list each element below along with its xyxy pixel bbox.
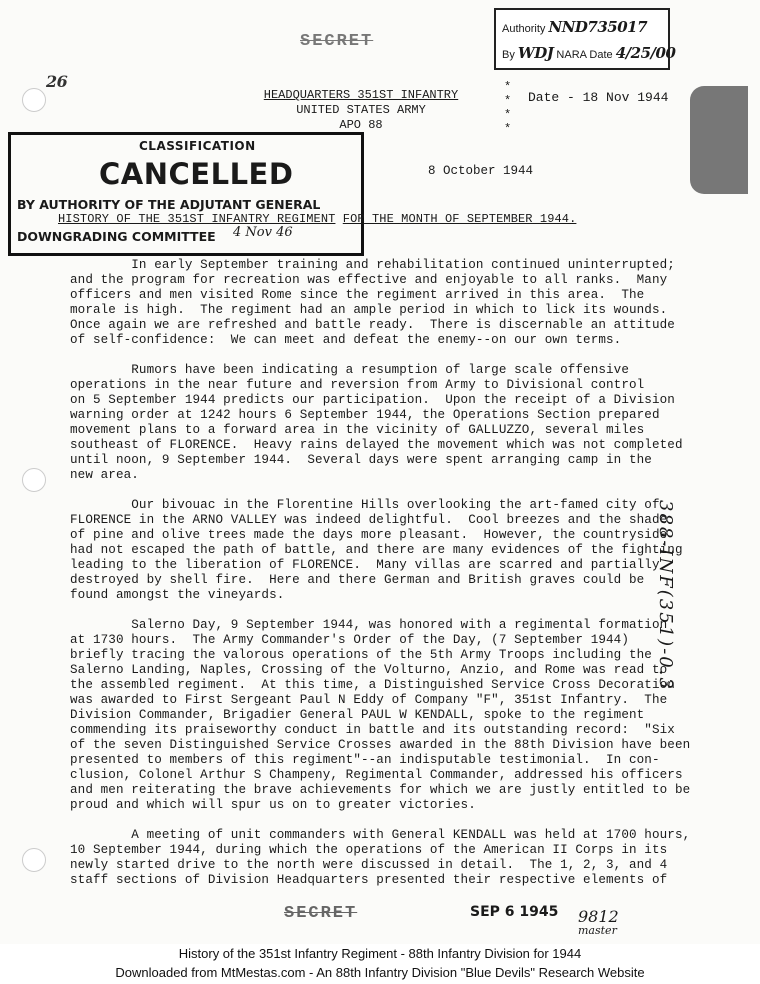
stamp-signature: 4 Nov 46 — [233, 225, 293, 240]
footer-line-1: History of the 351st Infantry Regiment - 88th Infantry Division for 1944 — [178, 946, 582, 961]
letterhead-line-1: HEADQUARTERS 351ST INFANTRY — [263, 88, 459, 102]
history-title — [58, 212, 576, 226]
punch-hole — [22, 848, 46, 872]
document-body — [70, 258, 691, 903]
secret-marking-bottom: SECRET — [284, 904, 358, 923]
paragraph: In early September training and rehabilitation continued uninterrupted; and the program for recreation was effective and enjoyable to all ranks. Many officers and men visited Rome since the regiment arrived in this area. The morale is high. The regiment had an ample period in which to lick its wounds. Once again we are refreshed and battle ready. There is discernable an attitude of self-confidence: We can meet and defeat the enemy--on our own terms. — [70, 258, 675, 347]
paragraph: Our bivouac in the Florentine Hills overlooking the art-famed city of FLORENCE in the ARNO VALLEY was indeed delightful. Cool breezes and the shade of pine and olive trees made the days more pleasant. However, the countryside had not escaped the path of battle, and there are many evidences of the fighting leading to the liberation of FLORENCE. Many villas are scarred and partially destroyed by shell fire. Here and there German and British graves could be found amongst the vineyards. — [70, 498, 683, 602]
asterisk-column: * * * * — [504, 80, 512, 136]
committee-line: DOWNGRADING COMMITTEE — [17, 229, 216, 244]
authority-value: NND735017 — [548, 18, 648, 36]
letter-date: 8 October 1944 — [428, 164, 534, 178]
by-label: By — [502, 49, 515, 61]
by-value: WDJ — [517, 44, 554, 62]
classification-label: CLASSIFICATION — [139, 139, 256, 153]
paragraph: Salerno Day, 9 September 1944, was honored with a regimental formation at 1730 hours. The Army Commander's Order of the Day, (7 September 1944) briefly tracing the valorous operations of the 5th Army Troops including the Salerno Landing, Naples, Crossing of the Volturno, Anzio, and Rome was read to the assembled regiment. At this time, a Distinguished Service Cross Decoration was awarded to First Sergeant Paul N Eddy of Company "F", 351st Infantry. The Division Commander, Brigadier General PAUL W KENDALL, spoke to the regiment commending its praiseworthy conduct in battle and its outstanding record: "Six of the seven Distinguished Service Crosses awarded in the 88th Division have been presented to members of this regiment"--an indisputable testimonial. In con- clusion, Colonel Arthur S Champeny, Regimental Commander, addressed his officers and men reiterating the brave achievements for which we are justly entitled to be proud and which will spur us on to greater victories. — [70, 618, 691, 812]
punch-hole — [22, 468, 46, 492]
authority-line: BY AUTHORITY OF THE ADJUTANT GENERAL — [17, 197, 321, 212]
authority-label: Authority — [502, 23, 546, 35]
bottom-note-sub: master — [578, 924, 617, 937]
history-title-main: HISTORY OF THE 351ST INFANTRY REGIMENT — [58, 212, 336, 226]
letterhead-line-2: UNITED STATES ARMY — [296, 103, 426, 117]
header-date: Date - 18 Nov 1944 — [528, 90, 669, 105]
punch-hole — [22, 88, 46, 112]
history-title-tail: FOR THE MONTH OF SEPTEMBER 1944. — [342, 212, 577, 226]
letterhead — [256, 88, 466, 133]
received-stamp: SEP 6 1945 — [470, 904, 559, 920]
margin-note: 26 — [46, 72, 68, 91]
letterhead-line-3: APO 88 — [339, 118, 383, 132]
declassification-stamp — [494, 8, 676, 70]
bottom-note-number: 9812 — [578, 907, 619, 926]
page-footer — [0, 944, 760, 984]
binder-tab — [690, 86, 748, 194]
side-handwritten-note: 388-INF(351)-0.3 — [655, 500, 676, 691]
bottom-handwritten-note — [578, 907, 619, 938]
footer-line-2: Downloaded from MtMestas.com - An 88th Infantry Division "Blue Devils" Research Website — [115, 965, 645, 980]
cancelled-label: CANCELLED — [99, 157, 294, 191]
cancelled-stamp — [8, 132, 364, 256]
paragraph: Rumors have been indicating a resumption of large scale offensive operations in the near future and reversion from Army to Divisional control on 5 September 1944 predicts our participation. Upon the receipt of a Division warning order at 1242 hours 6 September 1944, the Operations Section prepared movement plans to a forward area in the vicinity of GALLUZZO, several miles southeast of FLORENCE. Heavy rains delayed the movement which was not completed until noon, 9 September 1944. Several days were spent arranging camp in the new area. — [70, 363, 683, 482]
paragraph: A meeting of unit commanders with General KENDALL was held at 1700 hours, 10 September 1944, during which the operations of the American II Corps in its newly started drive to the north were discussed in detail. The 1, 2, 3, and 4 staff sections of Division Headquarters presented their respective elements of — [70, 828, 691, 887]
nara-date-value: 4/25/00 — [615, 44, 676, 62]
secret-marking-top: SECRET — [300, 32, 374, 51]
nara-date-label: NARA Date — [556, 49, 613, 61]
